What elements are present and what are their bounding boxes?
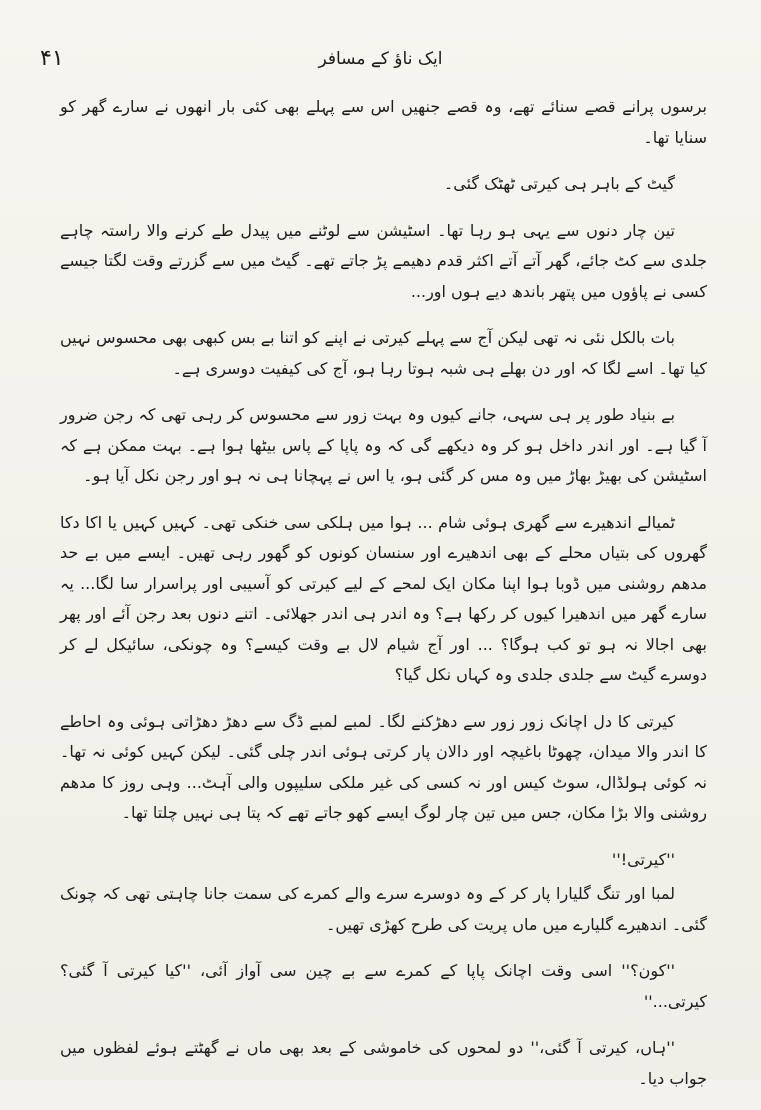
dialogue-line: ''کون؟'' اسی وقت اچانک پاپا کے کمرے سے بے چین سی آواز آئی، ''کیا کیرتی آ گئی؟ کیرتی...'' [60,961,707,1011]
body-text [60,92,707,1110]
paragraph: گیٹ کے باہر ہی کیرتی ٹھٹک گئی۔ [443,174,675,193]
paragraph: تین چار دنوں سے یہی ہو رہا تھا۔ اسٹیشن سے لوٹنے میں پیدل طے کرنے والا راستہ چاہے جلدی سے کٹ جائے، گھر آتے آتے اکثر قدم دھیمے پڑ جاتے تھے۔ گیٹ میں سے گزرتے وقت لگتا جیسے کسی نے پاؤوں میں پتھر باندھ دیے ہوں اور... [60,220,707,301]
paragraph: لمبا اور تنگ گلیارا پار کر کے وہ دوسرے سرے والے کمرے کی سمت جانا چاہتی تھی کہ چونک گئی۔ اندھیرے گلیارے میں ماں پریت کی طرح کھڑی تھیں۔ [60,884,707,934]
running-title: ایک ناؤ کے مسافر [318,49,443,69]
page-header [40,46,721,82]
paragraph: برسوں پرانے قصے سنائے تھے، وہ قصے جنھیں اس سے پہلے بھی کئی بار انھوں نے سارے گھر کو سنایا تھا۔ [60,97,707,147]
paragraph: ٹمیالے اندھیرے سے گھری ہوئی شام ... ہوا میں ہلکی سی خنکی تھی۔ کہیں کہیں یا اکا دکا گھروں کی بتیاں محلے کے بھی اندھیرے اور سنسان کونوں کو گھور رہی تھیں۔ ایسے میں بے حد مدھم روشنی میں ڈوبا ہوا اپنا مکان ایک لمحے کے لیے کیرتی کو آسیبی اور پراسرار سا لگا... یہ سارے گھر میں اندھیرا کیوں کر رکھا ہے؟ وہ اندر ہی اندر جھلائی۔ اتنے دنوں بعد رجن آئے اور پھر بھی اجالا نہ ہو تو کب ہوگا؟ ... اور آج شیام لال بے وقت کیسے؟ وہ چونکی، سائیکل لے کر دوسرے گیٹ سے جلدی جلدی وہ کہاں نکل گیا؟ [60,512,707,684]
paragraph: کیرتی کا دل اچانک زور زور سے دھڑکنے لگا۔ لمبے لمبے ڈگ سے دھڑ دھڑاتی ہوئی وہ احاطے کا اندر والا میدان، چھوٹا باغیچہ اور دالان پار کرتی ہوئی اندر چلی گئی۔ لیکن کہیں کوئی نہ تھا۔ نہ کوئی ہولڈال، سوٹ کیس اور نہ کسی کی غیر ملکی سلیپوں والی آہٹ... وہی روز کا مدھم روشنی والا بڑا مکان، جس میں تین چار لوگ ایسے کھو جاتے تھے کہ پتا ہی نہیں چلتا تھا۔ [60,711,707,822]
dialogue-line: ''ہاں، کیرتی آ گئی،'' دو لمحوں کی خاموشی کے بعد بھی ماں نے گھٹتے ہوئے لفظوں میں جواب دیا۔ [60,1038,707,1088]
dialogue-line: ''کیرتی!'' [611,849,675,869]
paragraph: بات بالکل نئی نہ تھی لیکن آج سے پہلے کیرتی نے اپنے کو اتنا بے بس کبھی بھی محسوس نہیں کیا تھا۔ اسے لگا کہ اور دن بھلے ہی شبہ ہوتا رہا ہو، آج کی کیفیت دوسری ہے۔ [60,328,707,378]
paragraph: بے بنیاد طور پر ہی سہی، جانے کیوں وہ بہت زور سے محسوس کر رہی تھی کہ رجن ضرور آ گیا ہے۔ اور اندر داخل ہو کر وہ دیکھے گی کہ وہ پاپا کے پاس بیٹھا ہوا ہے۔ بہت ممکن ہے کہ اسٹیشن کی بھیڑ بھاڑ میں وہ مس کر گئی ہو، یا اس نے پہچانا ہی نہ ہو اور رجن نکل آیا ہو۔ [60,405,707,485]
page-number: ۴۱ [40,46,64,71]
